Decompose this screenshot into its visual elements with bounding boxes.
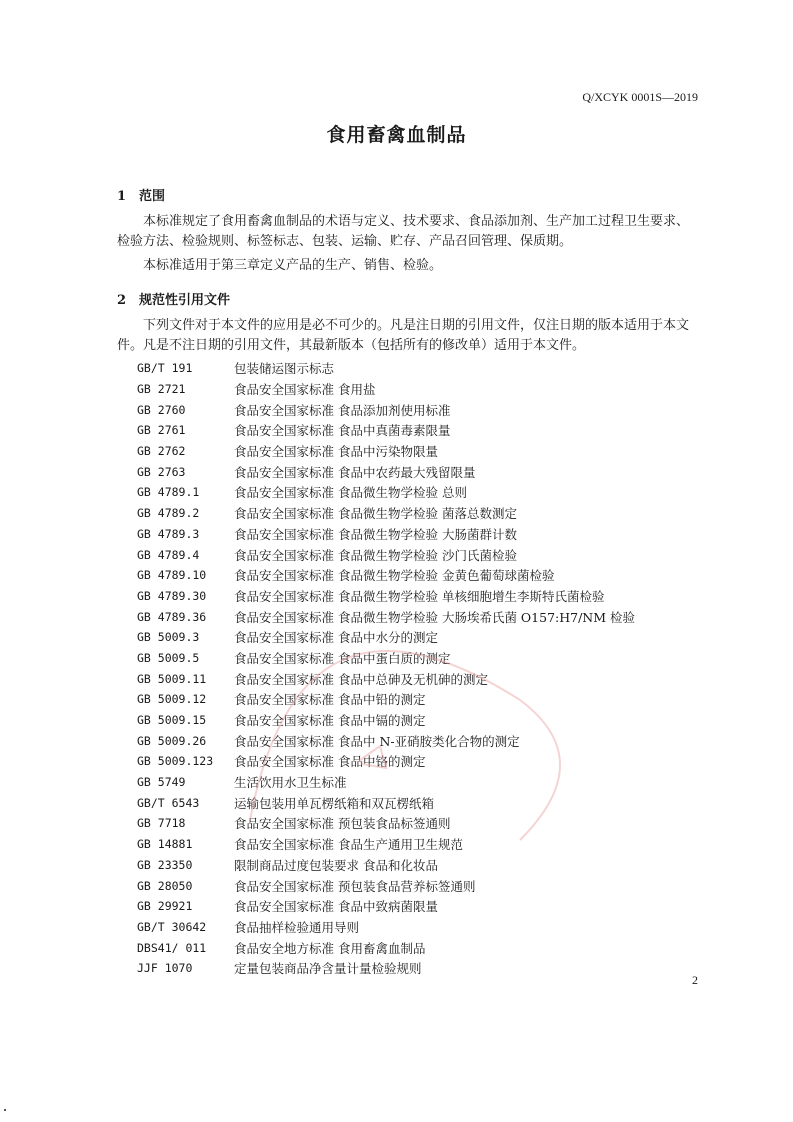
reference-code: GB 14881 xyxy=(137,837,193,852)
reference-row xyxy=(117,648,635,669)
reference-title: 食品安全国家标准 食品中蛋白质的测定 xyxy=(234,650,451,666)
reference-row xyxy=(117,524,635,545)
reference-title: 食品安全国家标准 食品微生物学检验 大肠菌群计数 xyxy=(234,526,517,542)
reference-code: DBS41/ 011 xyxy=(137,940,207,955)
reference-title: 食品安全国家标准 预包装食品营养标签通则 xyxy=(234,878,476,894)
reference-row xyxy=(117,544,635,565)
reference-title: 定量包装商品净含量计量检验规则 xyxy=(234,961,422,977)
reference-title: 食品抽样检验通用导则 xyxy=(234,919,360,935)
reference-code: JJF 1070 xyxy=(137,961,193,976)
reference-row xyxy=(117,917,635,938)
section-2-number: 2 xyxy=(117,293,127,308)
reference-code: GB 2761 xyxy=(137,423,186,438)
page-number: 2 xyxy=(692,973,698,987)
page-title: 食用畜禽血制品 xyxy=(326,124,467,146)
reference-code: GB 5009.26 xyxy=(137,733,207,748)
reference-title: 食品安全国家标准 预包装食品标签通则 xyxy=(234,816,451,832)
scan-speck xyxy=(4,1109,6,1111)
reference-row xyxy=(117,399,635,420)
reference-code: GB/T 30642 xyxy=(137,919,207,934)
reference-row xyxy=(117,358,635,379)
references-intro-paragraph: 下列文件对于本文件的应用是必不可少的。凡是注日期的引用文件，仅注日期的版本适用于本文件。凡是不注日期的引用文件，其最新版本（包括所有的修改单）适用于本文件。 xyxy=(117,318,690,353)
reference-title: 食品安全国家标准 食品中铬的测定 xyxy=(234,754,426,770)
reference-title: 食品安全国家标准 食品微生物学检验 金黄色葡萄球菌检验 xyxy=(234,568,555,584)
reference-title: 食品安全国家标准 食品中总砷及无机砷的测定 xyxy=(234,671,488,687)
reference-row xyxy=(117,420,635,441)
reference-row xyxy=(117,896,635,917)
reference-title: 食品安全国家标准 食品生产通用卫生规范 xyxy=(234,837,463,853)
reference-list xyxy=(117,358,635,979)
reference-code: GB 23350 xyxy=(137,857,193,872)
reference-title: 食品安全国家标准 食品中铅的测定 xyxy=(234,692,426,708)
reference-code: GB 2760 xyxy=(137,402,186,417)
reference-title: 运输包装用单瓦楞纸箱和双瓦楞纸箱 xyxy=(234,795,435,811)
reference-title: 食品安全地方标准 食用畜禽血制品 xyxy=(234,940,426,956)
reference-title: 食品安全国家标准 食品中镉的测定 xyxy=(234,713,426,729)
reference-title: 食品安全国家标准 食品中真菌毒素限量 xyxy=(234,423,451,439)
reference-code: GB 5009.5 xyxy=(137,650,200,665)
scope-applicability-paragraph: 本标准适用于第三章定义产品的生产、销售、检验。 xyxy=(143,258,443,273)
reference-row xyxy=(117,751,635,772)
reference-code: GB 4789.1 xyxy=(137,485,200,500)
reference-title: 食品安全国家标准 食品添加剂使用标准 xyxy=(234,402,451,418)
reference-title: 食品安全国家标准 食品中致病菌限量 xyxy=(234,899,438,915)
reference-row xyxy=(117,586,635,607)
reference-title: 生活饮用水卫生标准 xyxy=(234,775,347,791)
reference-code: GB/T 6543 xyxy=(137,795,200,810)
reference-title: 食品安全国家标准 食品微生物学检验 单核细胞增生李斯特氏菌检验 xyxy=(234,588,605,604)
reference-title: 食品安全国家标准 食品中农药最大残留限量 xyxy=(234,464,476,480)
reference-code: GB 4789.2 xyxy=(137,506,200,521)
reference-row xyxy=(117,792,635,813)
reference-code: GB 4789.3 xyxy=(137,526,200,541)
reference-code: GB 5009.15 xyxy=(137,713,207,728)
reference-code: GB 5009.123 xyxy=(137,754,214,769)
reference-row xyxy=(117,668,635,689)
reference-row xyxy=(117,461,635,482)
reference-code: GB 2721 xyxy=(137,382,186,397)
reference-row xyxy=(117,813,635,834)
reference-code: GB 4789.4 xyxy=(137,547,200,562)
reference-row xyxy=(117,772,635,793)
reference-row xyxy=(117,958,635,979)
reference-title: 限制商品过度包装要求 食品和化妆品 xyxy=(234,857,438,873)
reference-code: GB 5009.3 xyxy=(137,630,200,645)
section-2-heading xyxy=(117,289,230,308)
reference-row xyxy=(117,937,635,958)
section-2-title: 规范性引用文件 xyxy=(139,293,231,308)
section-1-title: 范围 xyxy=(139,189,166,204)
reference-row xyxy=(117,503,635,524)
reference-code: GB 2762 xyxy=(137,444,186,459)
reference-row xyxy=(117,875,635,896)
reference-code: GB 28050 xyxy=(137,878,193,893)
reference-title: 食品安全国家标准 食品微生物学检验 沙门氏菌检验 xyxy=(234,547,517,563)
reference-title: 食品安全国家标准 食用盐 xyxy=(234,382,376,398)
reference-title: 食品安全国家标准 食品微生物学检验 总则 xyxy=(234,485,467,501)
reference-code: GB 7718 xyxy=(137,816,186,831)
reference-title: 食品安全国家标准 食品中水分的测定 xyxy=(234,630,438,646)
reference-code: GB 4789.30 xyxy=(137,588,207,603)
reference-code: GB 29921 xyxy=(137,899,193,914)
reference-title: 食品安全国家标准 食品中污染物限量 xyxy=(234,444,438,460)
reference-code: GB 5009.12 xyxy=(137,692,207,707)
reference-code: GB 2763 xyxy=(137,464,186,479)
reference-row xyxy=(117,379,635,400)
reference-row xyxy=(117,627,635,648)
reference-code: GB 5749 xyxy=(137,775,186,790)
reference-code: GB 4789.36 xyxy=(137,609,207,624)
reference-title: 食品安全国家标准 食品微生物学检验 大肠埃希氏菌 O157:H7/NM 检验 xyxy=(234,609,636,625)
reference-row xyxy=(117,855,635,876)
reference-row xyxy=(117,565,635,586)
reference-row xyxy=(117,482,635,503)
reference-title: 包装储运图示标志 xyxy=(234,361,335,377)
reference-code: GB 5009.11 xyxy=(137,671,207,686)
reference-title: 食品安全国家标准 食品微生物学检验 菌落总数测定 xyxy=(234,506,517,522)
reference-code: GB 4789.10 xyxy=(137,568,207,583)
reference-row xyxy=(117,834,635,855)
reference-code: GB/T 191 xyxy=(137,361,193,376)
reference-row xyxy=(117,606,635,627)
reference-row xyxy=(117,689,635,710)
reference-title: 食品安全国家标准 食品中 N-亚硝胺类化合物的测定 xyxy=(234,733,520,749)
section-1-number: 1 xyxy=(117,189,127,204)
section-1-heading xyxy=(117,185,165,204)
reference-row xyxy=(117,710,635,731)
reference-row xyxy=(117,441,635,462)
scope-paragraph: 本标准规定了食用畜禽血制品的术语与定义、技术要求、食品添加剂、生产加工过程卫生要求、检验方法、检验规则、标签标志、包装、运输、贮存、产品召回管理、保质期。 xyxy=(117,214,690,249)
reference-row xyxy=(117,730,635,751)
document-number: Q/XCYK 0001S—2019 xyxy=(582,90,698,104)
